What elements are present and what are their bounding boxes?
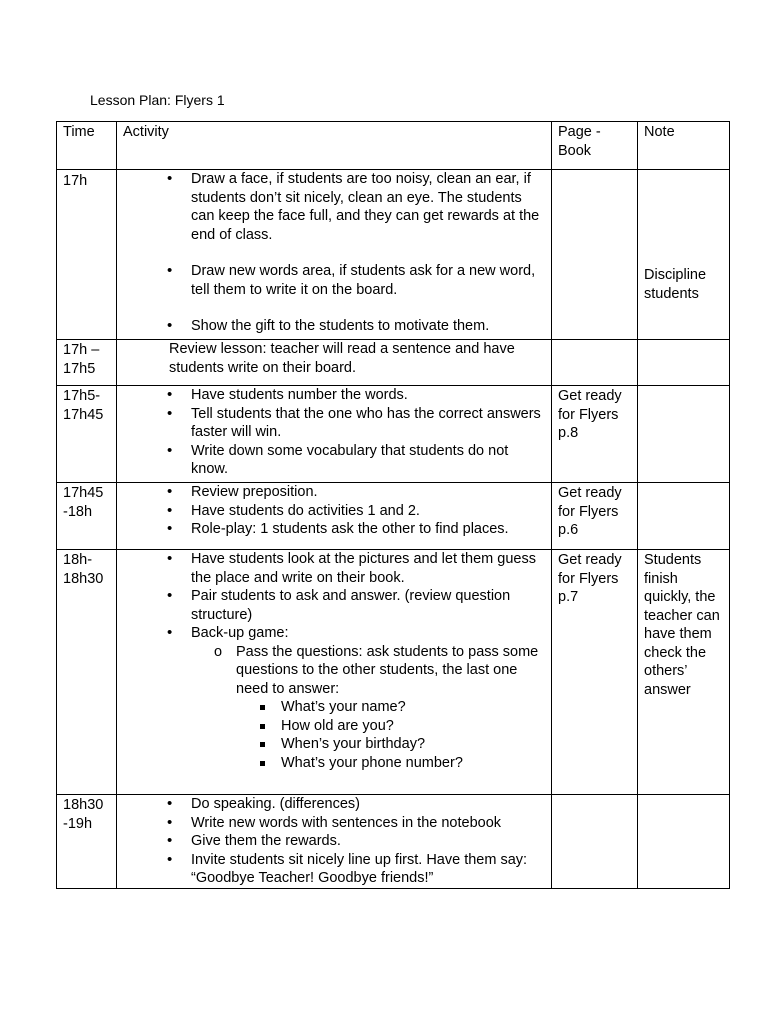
list-item: • Review preposition.	[191, 483, 545, 502]
activity-list	[123, 386, 545, 479]
list-item: • Pair students to ask and answer. (review question structure)	[191, 587, 545, 624]
sub-list-item-label: Pass the questions: ask students to pass some questions to the other students, the last one need to answer:	[236, 643, 539, 697]
list-item-label: Back-up game:	[191, 625, 289, 641]
list-item: • Tell students that the one who has the correct answers faster will win.	[191, 405, 545, 442]
activity-cell: Review lesson: teacher will read a sentence and have students write on their board.	[117, 340, 552, 386]
activity-list	[123, 795, 545, 888]
question-item: What’s your phone number?	[281, 754, 545, 773]
activity-cell	[117, 550, 552, 795]
note-cell: Discipline students	[638, 170, 730, 340]
note-cell	[638, 340, 730, 386]
list-item: • Have students number the words.	[191, 386, 545, 405]
list-item: • Role-play: 1 students ask the other to find places.	[191, 520, 545, 539]
page-title: Lesson Plan: Flyers 1	[90, 92, 225, 108]
time-cell: 18h30 -19h	[57, 795, 117, 889]
question-item: When’s your birthday?	[281, 735, 545, 754]
activity-cell	[117, 386, 552, 483]
table-row	[57, 170, 730, 340]
header-page: Page - Book	[552, 122, 638, 170]
question-item: What’s your name?	[281, 698, 545, 717]
time-cell: 17h5- 17h45	[57, 386, 117, 483]
list-item: • Do speaking. (differences)	[191, 795, 545, 814]
header-time: Time	[57, 122, 117, 170]
page-cell	[552, 170, 638, 340]
sub-activity-list	[191, 643, 545, 773]
header-activity: Activity	[117, 122, 552, 170]
activity-cell	[117, 795, 552, 889]
page-cell: Get ready for Flyers p.8	[552, 386, 638, 483]
activity-list	[123, 170, 545, 336]
lesson-plan-table	[56, 121, 730, 889]
list-item: • Draw a face, if students are too noisy, clean an ear, if students don’t sit nicely, clean an eye. The students can keep the face full, and they can get rewards at the end of class.	[191, 170, 545, 244]
header-row	[57, 122, 730, 170]
list-item: • Have students look at the pictures and let them guess the place and write on their book.	[191, 550, 545, 587]
page-cell: Get ready for Flyers p.6	[552, 483, 638, 550]
time-cell: 17h	[57, 170, 117, 340]
page-cell	[552, 795, 638, 889]
list-item	[191, 624, 545, 772]
list-item: • Give them the rewards.	[191, 832, 545, 851]
list-item: • Have students do activities 1 and 2.	[191, 502, 545, 521]
table-row	[57, 386, 730, 483]
list-item: • Write new words with sentences in the notebook	[191, 814, 545, 833]
table-row	[57, 483, 730, 550]
table-row	[57, 340, 730, 386]
list-item: • Write down some vocabulary that students do not know.	[191, 442, 545, 479]
page-cell	[552, 340, 638, 386]
note-cell: Students finish quickly, the teacher can have them check the others’ answer	[638, 550, 730, 795]
note-cell	[638, 795, 730, 889]
time-cell: 17h45 -18h	[57, 483, 117, 550]
table-row	[57, 550, 730, 795]
header-note: Note	[638, 122, 730, 170]
activity-cell	[117, 170, 552, 340]
note-cell	[638, 483, 730, 550]
activity-list	[123, 550, 545, 772]
activity-list	[123, 483, 545, 539]
activity-cell	[117, 483, 552, 550]
page-cell: Get ready for Flyers p.7	[552, 550, 638, 795]
table-row	[57, 795, 730, 889]
time-cell: 18h- 18h30	[57, 550, 117, 795]
question-item: How old are you?	[281, 717, 545, 736]
list-item: • Show the gift to the students to motivate them.	[191, 317, 545, 336]
list-item: • Invite students sit nicely line up first. Have them say: “Goodbye Teacher! Goodbye friends!”	[191, 851, 545, 888]
list-item: • Draw new words area, if students ask for a new word, tell them to write it on the board.	[191, 262, 545, 299]
time-cell: 17h – 17h5	[57, 340, 117, 386]
sub-list-item	[236, 643, 545, 773]
question-list	[236, 698, 545, 772]
note-cell	[638, 386, 730, 483]
